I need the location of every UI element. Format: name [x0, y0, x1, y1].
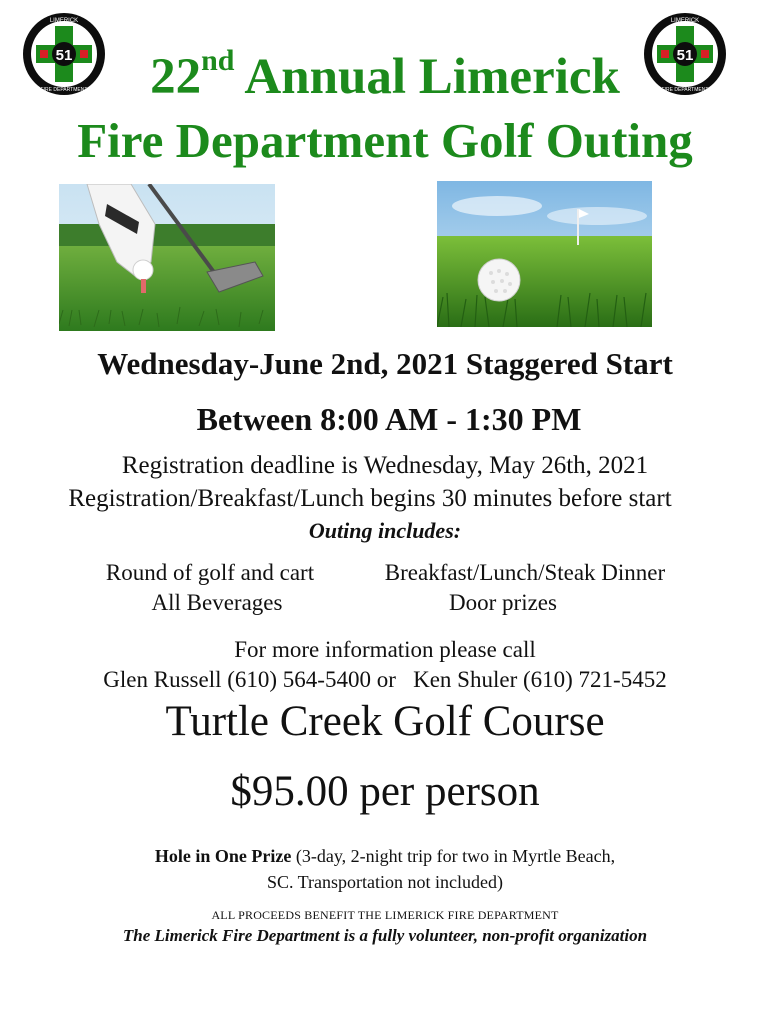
event-time: Between 8:00 AM - 1:30 PM: [196, 401, 582, 437]
registration-start-note: Registration/Breakfast/Lunch begins 30 minutes before start: [68, 485, 672, 512]
proceeds-notice: ALL PROCEEDS BENEFIT THE LIMERICK FIRE DEPARTMENT: [211, 908, 559, 922]
logo-number: 51: [55, 47, 73, 64]
logo-top-text: LIMERICK: [670, 18, 700, 24]
includes-item: Round of golf and cart: [105, 560, 315, 585]
includes-item: All Beverages: [151, 590, 283, 615]
golfer-teeing-photo: [59, 184, 275, 331]
logo-bottom-text: FIRE DEPARTMENT: [661, 87, 709, 93]
title-ordinal-number: 22: [150, 49, 202, 105]
prize-label: Hole in One Prize: [154, 846, 292, 866]
event-date: Wednesday-June 2nd, 2021 Staggered Start: [97, 346, 673, 381]
contact-intro: For more information please call: [234, 637, 536, 662]
volunteer-statement: The Limerick Fire Department is a fully volunteer, non-profit organization: [122, 926, 648, 945]
logo-bottom-text: FIRE DEPARTMENT: [40, 87, 88, 93]
registration-deadline: Registration deadline is Wednesday, May 26th, 2021: [121, 452, 649, 479]
contact-phones: Glen Russell (610) 564-5400 or Ken Shuler (610) 721-5452: [103, 667, 667, 692]
title-line1-text: Annual Limerick: [234, 49, 620, 105]
hole-in-one-prize: [0, 846, 770, 867]
prize-details-continued: SC. Transportation not included): [266, 872, 503, 892]
golf-ball-green-photo: [437, 181, 652, 327]
logo-top-text: LIMERICK: [49, 18, 79, 24]
price: $95.00 per person: [230, 768, 540, 815]
includes-heading: Outing includes:: [308, 518, 462, 543]
includes-item: Breakfast/Lunch/Steak Dinner: [384, 560, 666, 585]
course-name: Turtle Creek Golf Course: [165, 698, 605, 745]
title-ordinal-suffix: nd: [201, 44, 235, 77]
logo-number: 51: [676, 47, 694, 64]
prize-details: (3-day, 2-night trip for two in Myrtle Beach,: [291, 846, 616, 866]
page-title-line2: Fire Department Golf Outing: [77, 113, 693, 168]
page-title-line1: [0, 44, 770, 106]
includes-item: Door prizes: [449, 590, 557, 615]
